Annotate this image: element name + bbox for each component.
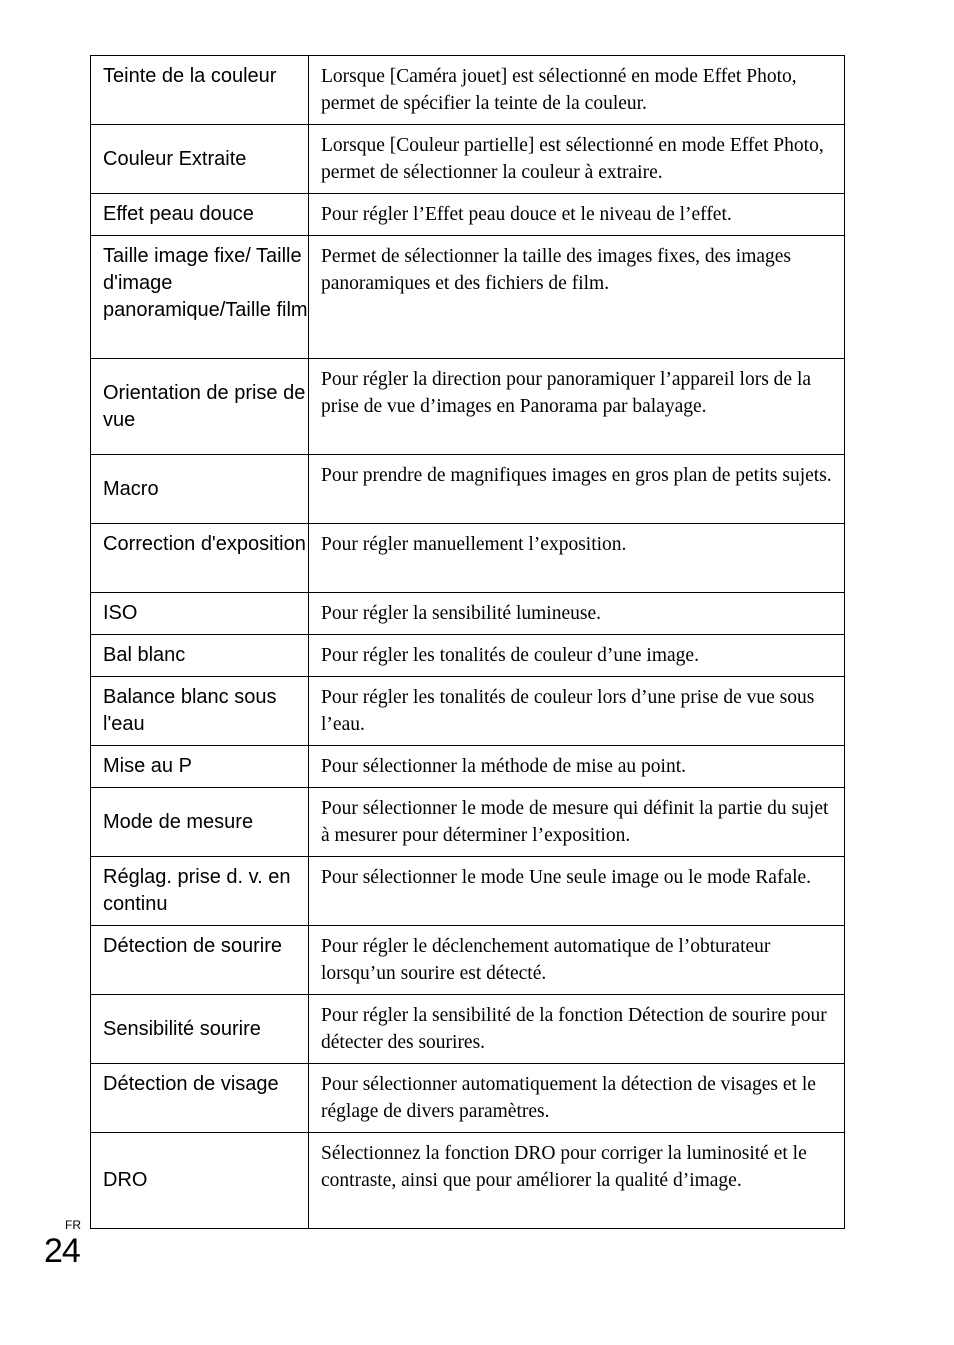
description-cell: Pour sélectionner le mode de mesure qui définit la partie du sujet à mesurer pour déterminer l’exposition. bbox=[309, 788, 845, 857]
table-row bbox=[91, 1064, 845, 1133]
table-row bbox=[91, 56, 845, 125]
description-cell: Sélectionnez la fonction DRO pour corriger la luminosité et le contraste, ainsi que pour améliorer la qualité d’image. bbox=[309, 1133, 845, 1229]
description-cell: Pour sélectionner la méthode de mise au point. bbox=[309, 746, 845, 788]
term-cell: Sensibilité sourire bbox=[91, 995, 309, 1064]
term-cell: Macro bbox=[91, 455, 309, 524]
description-cell: Lorsque [Couleur partielle] est sélectionné en mode Effet Photo, permet de sélectionner la couleur à extraire. bbox=[309, 125, 845, 194]
term-cell: Balance blanc sous l'eau bbox=[91, 677, 309, 746]
term-cell: Détection de visage bbox=[91, 1064, 309, 1133]
description-cell: Pour sélectionner automatiquement la détection de visages et le réglage de divers paramètres. bbox=[309, 1064, 845, 1133]
term-cell: Couleur Extraite bbox=[91, 125, 309, 194]
description-cell: Pour prendre de magnifiques images en gros plan de petits sujets. bbox=[309, 455, 845, 524]
description-cell: Pour régler la sensibilité lumineuse. bbox=[309, 593, 845, 635]
page-number: 24 bbox=[44, 1232, 80, 1270]
term-cell: Orientation de prise de vue bbox=[91, 359, 309, 455]
term-cell: Taille image fixe/ Taille d'image panoramique/Taille film bbox=[91, 236, 309, 359]
description-cell: Permet de sélectionner la taille des images fixes, des images panoramiques et des fichiers de film. bbox=[309, 236, 845, 359]
term-cell: ISO bbox=[91, 593, 309, 635]
table-row bbox=[91, 593, 845, 635]
table-row bbox=[91, 236, 845, 359]
description-cell: Pour régler la sensibilité de la fonction Détection de sourire pour détecter des sourires. bbox=[309, 995, 845, 1064]
description-cell: Pour sélectionner le mode Une seule image ou le mode Rafale. bbox=[309, 857, 845, 926]
table-row bbox=[91, 746, 845, 788]
description-cell: Pour régler la direction pour panoramiquer l’appareil lors de la prise de vue d’images en Panorama par balayage. bbox=[309, 359, 845, 455]
table-row bbox=[91, 677, 845, 746]
description-cell: Pour régler les tonalités de couleur lors d’une prise de vue sous l’eau. bbox=[309, 677, 845, 746]
table-row bbox=[91, 857, 845, 926]
description-cell: Pour régler les tonalités de couleur d’une image. bbox=[309, 635, 845, 677]
table-row bbox=[91, 455, 845, 524]
term-cell: Mode de mesure bbox=[91, 788, 309, 857]
table-row bbox=[91, 194, 845, 236]
table-row bbox=[91, 635, 845, 677]
table-row bbox=[91, 359, 845, 455]
page-language-label: FR bbox=[65, 1218, 81, 1232]
description-cell: Pour régler le déclenchement automatique de l’obturateur lorsqu’un sourire est détecté. bbox=[309, 926, 845, 995]
table-row bbox=[91, 1133, 845, 1229]
description-cell: Pour régler manuellement l’exposition. bbox=[309, 524, 845, 593]
term-cell: Mise au P bbox=[91, 746, 309, 788]
term-cell: Bal blanc bbox=[91, 635, 309, 677]
term-cell: Détection de sourire bbox=[91, 926, 309, 995]
description-cell: Lorsque [Caméra jouet] est sélectionné en mode Effet Photo, permet de spécifier la teinte de la couleur. bbox=[309, 56, 845, 125]
term-cell: Teinte de la couleur bbox=[91, 56, 309, 125]
term-cell: DRO bbox=[91, 1133, 309, 1229]
term-cell: Effet peau douce bbox=[91, 194, 309, 236]
table-row bbox=[91, 926, 845, 995]
term-cell: Correction d'exposition bbox=[91, 524, 309, 593]
term-cell: Réglag. prise d. v. en continu bbox=[91, 857, 309, 926]
table-row bbox=[91, 788, 845, 857]
settings-table bbox=[90, 55, 845, 1229]
table-row bbox=[91, 125, 845, 194]
description-cell: Pour régler l’Effet peau douce et le niveau de l’effet. bbox=[309, 194, 845, 236]
table-row bbox=[91, 995, 845, 1064]
table-row bbox=[91, 524, 845, 593]
